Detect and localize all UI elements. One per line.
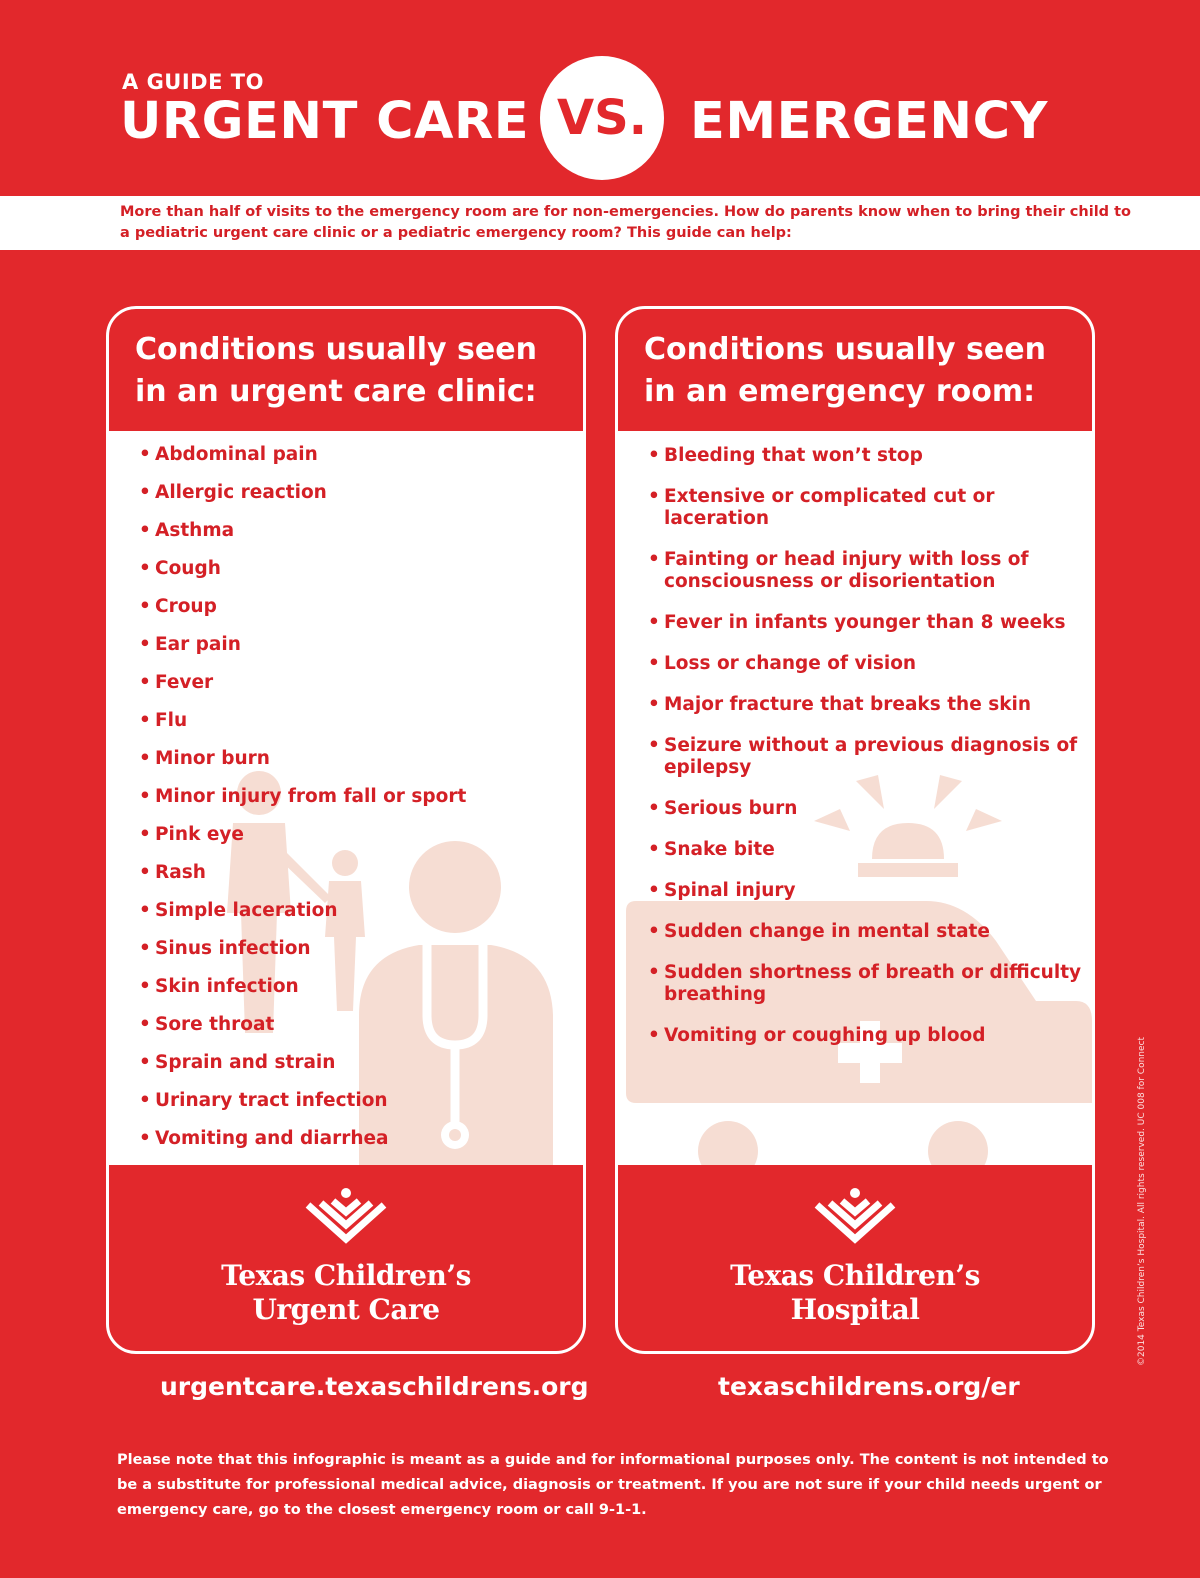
header-kicker: A GUIDE TO [122,70,264,94]
bullet-icon: • [648,549,660,570]
disclaimer-text: Please note that this infographic is meant as a guide and for informational purposes only. The content is not intended to be a substitute for professional medical advice, diagnosis or treatment. If you are not sure if your child needs urgent or emergency care, go to the closest emergency room or call 9-1-1. [117,1452,1109,1518]
bullet-icon: • [648,694,660,715]
urgent-condition-item [139,671,583,709]
urgent-condition-item-label: Rash [155,862,206,883]
urgent-condition-item [139,443,583,481]
bullet-icon: • [139,444,151,465]
urgent-condition-item-label: Simple laceration [155,900,338,921]
er-condition-item [648,1025,1082,1047]
hospital-brand-line2: Hospital [790,1293,920,1326]
bullet-icon: • [139,938,151,959]
bullet-icon: • [648,839,660,860]
er-condition-item-label: Snake bite [664,839,775,860]
er-condition-item-label: Extensive or complicated cut or laceration [664,486,995,529]
er-condition-item [648,612,1082,634]
urgent-condition-item [139,557,583,595]
bullet-icon: • [139,1090,151,1111]
er-condition-item [648,486,1082,530]
bullet-icon: • [648,653,660,674]
bullet-icon: • [648,445,660,466]
urgent-condition-item-label: Urinary tract infection [155,1090,388,1111]
er-condition-item-label: Vomiting or coughing up blood [664,1025,986,1046]
urgent-heading-line1: Conditions usually seen [135,332,537,367]
urgent-condition-item-label: Vomiting and diarrhea [155,1128,389,1149]
hospital-brand [618,1165,1092,1354]
urgent-condition-item-label: Abdominal pain [155,444,318,465]
bullet-icon: • [139,976,151,997]
er-condition-item-label: Fever in infants younger than 8 weeks [664,612,1066,633]
er-condition-item-label: Sudden change in mental state [664,921,990,942]
bullet-icon: • [139,862,151,883]
bullet-icon: • [139,1052,151,1073]
bullet-icon: • [648,612,660,633]
bullet-icon: • [139,1128,151,1149]
er-condition-item [648,880,1082,902]
urgent-condition-item [139,595,583,633]
hospital-brand-name [730,1259,980,1327]
er-condition-item [648,735,1082,779]
urgent-care-conditions-list [109,431,583,1165]
urgent-condition-item-label: Sore throat [155,1014,275,1035]
bullet-icon: • [648,735,660,756]
er-condition-item-label: Major fracture that breaks the skin [664,694,1032,715]
er-condition-item-label: Fainting or head injury with loss of consciousness or disorientation [664,549,1029,592]
urgent-condition-item-label: Ear pain [155,634,241,655]
er-heading-line1: Conditions usually seen [644,332,1046,367]
emergency-room-card [615,306,1095,1354]
urgent-care-brand [109,1165,583,1354]
bullet-icon: • [648,880,660,901]
er-condition-item-label: Bleeding that won’t stop [664,445,923,466]
urgent-condition-item [139,861,583,899]
emergency-list-panel [618,431,1092,1165]
urgent-condition-item [139,1013,583,1051]
urgent-condition-item-label: Allergic reaction [155,482,327,503]
er-condition-item-label: Spinal injury [664,880,796,901]
urgent-condition-item [139,1089,583,1127]
emergency-url-link[interactable]: texaschildrens.org/er [718,1372,1020,1401]
bullet-icon: • [139,900,151,921]
urgent-condition-item-label: Minor injury from fall or sport [155,786,467,807]
urgent-condition-item-label: Sprain and strain [155,1052,336,1073]
urgent-care-url-link[interactable]: urgentcare.texaschildrens.org [160,1372,589,1401]
bullet-icon: • [139,672,151,693]
er-condition-item-label: Seizure without a previous diagnosis of epilepsy [664,735,1078,778]
urgent-brand-line1: Texas Children’s [221,1259,471,1292]
bullet-icon: • [139,824,151,845]
texas-childrens-logo-icon [303,1187,389,1249]
urgent-condition-item-label: Pink eye [155,824,244,845]
urgent-condition-item [139,481,583,519]
urgent-condition-item-label: Flu [155,710,188,731]
bullet-icon: • [139,596,151,617]
urgent-condition-item [139,1051,583,1089]
bullet-icon: • [139,558,151,579]
hospital-brand-line1: Texas Children’s [730,1259,980,1292]
urgent-condition-item [139,747,583,785]
er-condition-item [648,549,1082,593]
bullet-icon: • [648,921,660,942]
header [0,0,1200,196]
bullet-icon: • [648,962,660,983]
urgent-condition-item-label: Asthma [155,520,235,541]
urgent-condition-item [139,975,583,1013]
ambulance-wheels-icon [698,1121,988,1165]
copyright-notice: ©2014 Texas Children’s Hospital. All rights reserved. UC 008 for Connect [1137,1036,1147,1366]
urgent-condition-item [139,785,583,823]
urgent-condition-item [139,1127,583,1165]
emergency-conditions-list [618,431,1092,1047]
title-urgent-care: URGENT CARE [120,92,530,151]
urgent-care-card-heading [109,309,583,431]
urgent-condition-item [139,633,583,671]
bullet-icon: • [139,748,151,769]
urgent-condition-item-label: Minor burn [155,748,270,769]
er-condition-item [648,798,1082,820]
bullet-icon: • [139,482,151,503]
texas-childrens-logo-icon [812,1187,898,1249]
bullet-icon: • [139,1014,151,1035]
er-condition-item [648,694,1082,716]
urgent-condition-item-label: Skin infection [155,976,299,997]
bullet-icon: • [139,786,151,807]
er-condition-item [648,445,1082,467]
er-condition-item [648,921,1082,943]
urgent-condition-item [139,519,583,557]
bullet-icon: • [648,798,660,819]
bullet-icon: • [139,520,151,541]
er-condition-item [648,653,1082,675]
er-condition-item [648,962,1082,1006]
er-condition-item-label: Loss or change of vision [664,653,917,674]
urgent-condition-item-label: Croup [155,596,217,617]
bullet-icon: • [139,634,151,655]
urgent-condition-item [139,937,583,975]
intro-text: More than half of visits to the emergency room are for non-emergencies. How do parents know when to bring their child to a pediatric urgent care clinic or a pediatric emergency room? This guide can help: [0,196,1200,250]
bullet-icon: • [648,486,660,507]
vs-badge: VS. [540,56,664,180]
er-condition-item [648,839,1082,861]
urgent-brand-line2: Urgent Care [252,1293,440,1326]
emergency-card-heading [618,309,1092,431]
er-heading-line2: in an emergency room: [644,374,1036,409]
er-condition-item-label: Sudden shortness of breath or difficulty breathing [664,962,1082,1005]
urgent-care-card [106,306,586,1354]
urgent-heading-line2: in an urgent care clinic: [135,374,537,409]
urgent-condition-item-label: Sinus infection [155,938,311,959]
urgent-condition-item [139,709,583,747]
title-emergency: EMERGENCY [690,92,1048,151]
bullet-icon: • [648,1025,660,1046]
urgent-condition-item [139,899,583,937]
urgent-condition-item [139,823,583,861]
urgent-care-list-panel [109,431,583,1165]
urgent-condition-item-label: Cough [155,558,221,579]
urgent-care-brand-name [221,1259,471,1327]
urgent-condition-item-label: Fever [155,672,214,693]
bullet-icon: • [139,710,151,731]
er-condition-item-label: Serious burn [664,798,798,819]
